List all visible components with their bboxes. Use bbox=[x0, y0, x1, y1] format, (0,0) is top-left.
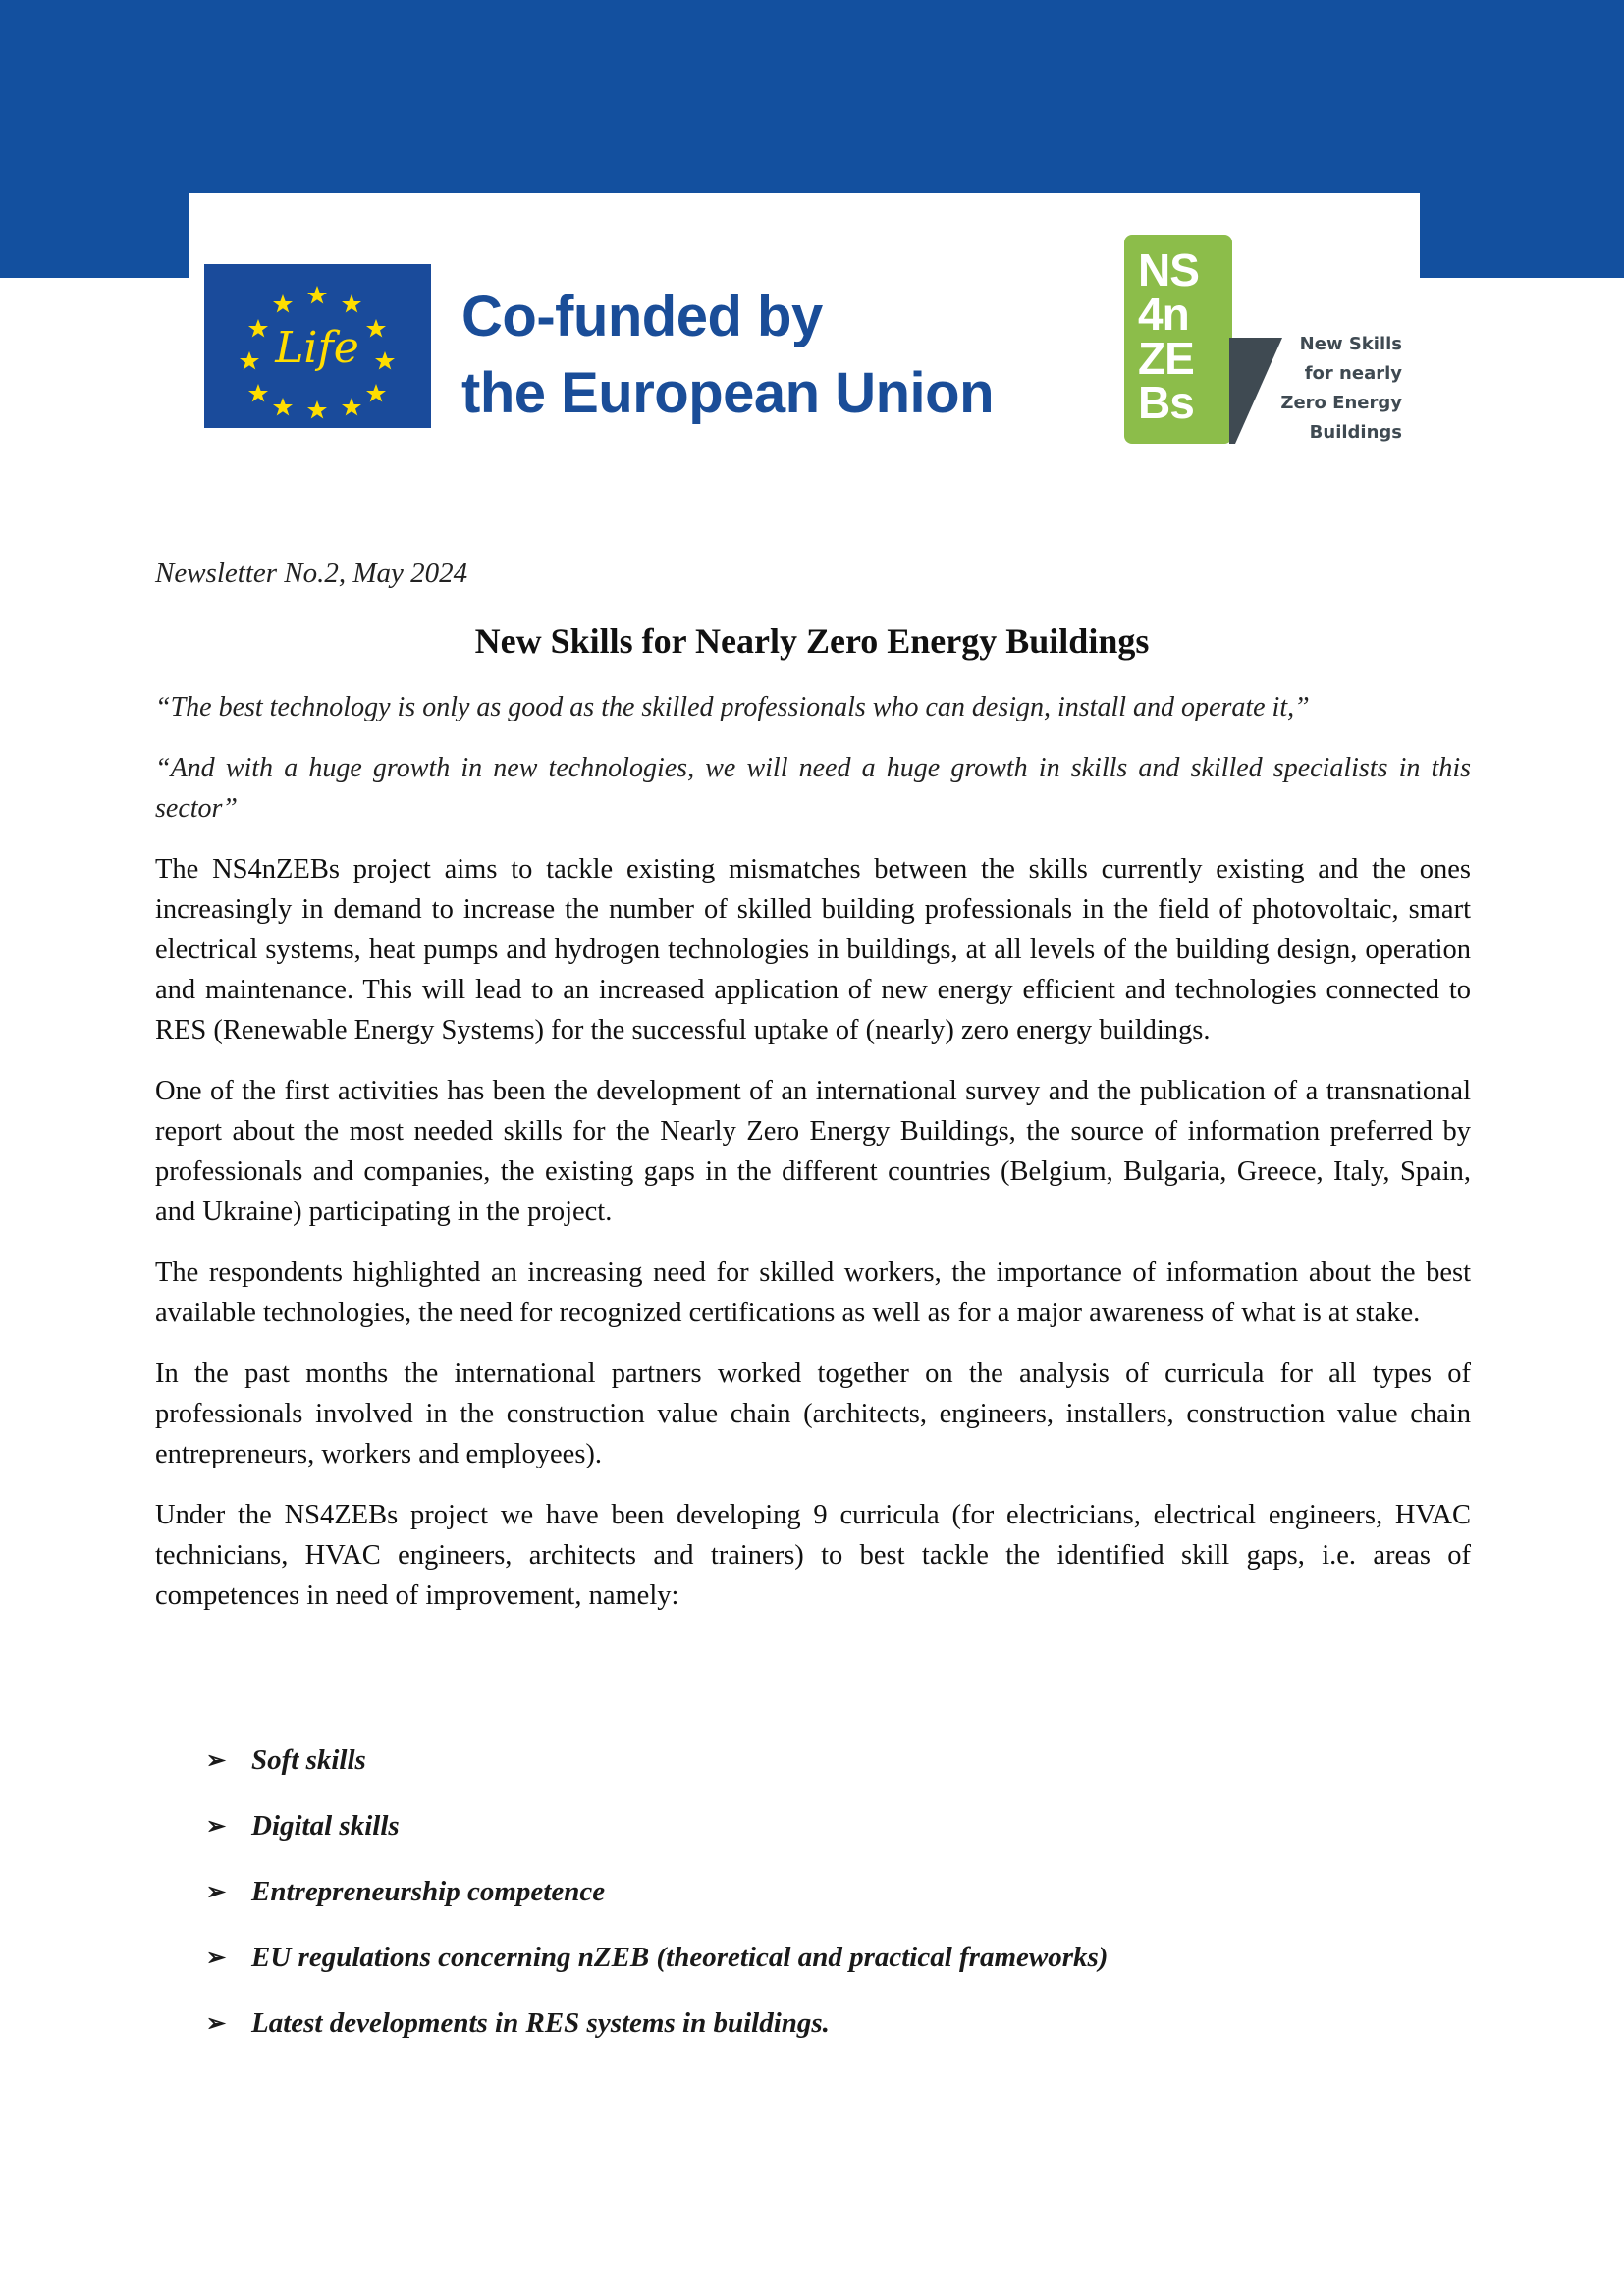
list-item bbox=[206, 1991, 1108, 2056]
arrow-bullet-icon: ➢ bbox=[206, 1814, 227, 1840]
arrow-bullet-icon: ➢ bbox=[206, 2011, 227, 2037]
eu-life-flag-icon bbox=[204, 264, 431, 428]
life-emblem-text: Life bbox=[275, 323, 359, 373]
cofunded-line2: the European Union bbox=[461, 361, 994, 425]
tagline-line: Zero Energy bbox=[1280, 393, 1402, 413]
ns4nzebs-tagline bbox=[1267, 330, 1402, 448]
cofunded-by-eu-text bbox=[461, 279, 994, 432]
tagline-line: Buildings bbox=[1309, 422, 1402, 443]
logo-letters-row: 4n bbox=[1138, 289, 1189, 340]
quote: “The best technology is only as good as the skilled professionals who can design, install and operate it,” bbox=[155, 692, 1310, 722]
arrow-bullet-icon: ➢ bbox=[206, 1946, 227, 1971]
list-item-text: EU regulations concerning nZEB (theoretical and practical frameworks) bbox=[251, 1942, 1109, 1973]
list-item-text: Entrepreneurship competence bbox=[251, 1876, 606, 1907]
logo-letters-row: Bs bbox=[1138, 377, 1194, 428]
logo-letters-row: NS bbox=[1138, 244, 1199, 295]
paragraph: The NS4nZEBs project aims to tackle existing mismatches between the skills currently existing and the ones increasingly in demand to increase the number of skilled building professionals in the field of photovoltaic, smart electrical systems, heat pumps and hydrogen technologies in buildings, at all levels of the building design, operation and maintenance. This will lead to an increased application of new energy efficient and technologies connected to RES (Renewable Energy Systems) for the successful uptake of (nearly) zero energy buildings. bbox=[155, 854, 1471, 1045]
list-item-text: Soft skills bbox=[251, 1744, 366, 1776]
list-item bbox=[206, 1793, 1108, 1859]
newsletter-body bbox=[155, 687, 1471, 1636]
quote: “And with a huge growth in new technologies, we will need a huge growth in skills and skilled specialists in this sector” bbox=[155, 753, 1471, 824]
page-title: New Skills for Nearly Zero Energy Buildings bbox=[474, 621, 1150, 661]
ns4nzebs-logo-letters bbox=[1138, 244, 1222, 428]
newsletter-issue: Newsletter No.2, May 2024 bbox=[155, 558, 468, 589]
paragraph: The respondents highlighted an increasing need for skilled workers, the importance of information about the best available technologies, the need for recognized certifications as well as for a major awareness of what is at stake. bbox=[155, 1257, 1471, 1328]
arrow-bullet-icon: ➢ bbox=[206, 1880, 227, 1905]
list-item-text: Digital skills bbox=[251, 1810, 400, 1842]
list-item bbox=[206, 1728, 1108, 1793]
tagline-line: for nearly bbox=[1304, 363, 1402, 384]
tagline-line: New Skills bbox=[1299, 334, 1402, 354]
skills-list bbox=[206, 1728, 1108, 2056]
cofunded-line1: Co-funded by bbox=[461, 285, 823, 348]
list-item bbox=[206, 1925, 1108, 1991]
list-item-text: Latest developments in RES systems in buildings. bbox=[251, 2007, 830, 2039]
paragraph: Under the NS4ZEBs project we have been developing 9 curricula (for electricians, electrical engineers, HVAC technicians, HVAC engineers, architects and trainers) to best tackle the identified skill gaps, i.e. areas of competences in need of improvement, namely: bbox=[155, 1500, 1471, 1611]
logo-letters-row: ZE bbox=[1138, 333, 1194, 384]
ns4nzebs-logo-icon bbox=[1124, 235, 1232, 444]
paragraph: One of the first activities has been the development of an international survey and the publication of a transnational report about the most needed skills for the Nearly Zero Energy Buildings, the source of information preferred by professionals and companies, the existing gaps in the different countries (Belgium, Bulgaria, Greece, Italy, Spain, and Ukraine) participating in the project. bbox=[155, 1076, 1471, 1227]
list-item bbox=[206, 1859, 1108, 1925]
paragraph: In the past months the international partners worked together on the analysis of curricula for all types of professionals involved in the construction value chain (architects, engineers, installers, construction value chain entrepreneurs, workers and employees). bbox=[155, 1359, 1471, 1469]
arrow-bullet-icon: ➢ bbox=[206, 1748, 227, 1774]
